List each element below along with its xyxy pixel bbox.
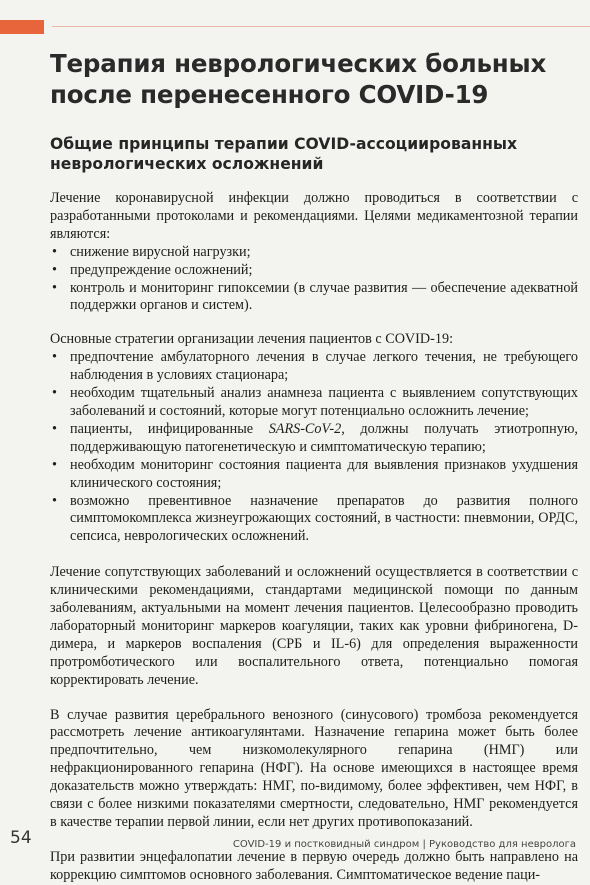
page-title: Терапия неврологических больных после перенесенного COVID-19 — [50, 49, 547, 109]
list-item: • снижение вирусной нагрузки; — [50, 244, 578, 262]
list-item: • пациенты, инфицированные SARS-CoV-2, должны получать этиотропную, поддерживающую патогенетическую и симптоматическую терапию; — [50, 421, 578, 457]
list-item: • предупреждение осложнений; — [50, 262, 578, 280]
header-rule — [52, 26, 590, 27]
thrombosis-paragraph: В случае развития церебрального венозного (синусового) тромбоза рекомендуется рассмотреть лечение антикоагулянтами. Назначение гепарина может быть более предпочтительно, чем низкомолекулярного гепарина (НМГ) или нефракционированного гепарина (НФГ). На основе имеющихся в настоящее время доказательств можно утверждать: НМГ, по-видимому, более эффективен, чем НФГ, в связи с более низкими показателями смертности, следовательно, НМГ рекомендуется в качестве терапии первой линии, если нет других противопоказаний. — [50, 706, 578, 830]
virus-name: SARS-CoV-2 — [268, 420, 342, 437]
list-item: • возможно превентивное назначение препаратов до развития полного симптомокомплекса жизнеугрожающих состояний, в частности: пневмонии, ОРДС, сепсиса, неврологических осложнений. — [50, 493, 578, 547]
strategies-list — [50, 349, 578, 546]
comorbid-paragraph: Лечение сопутствующих заболеваний и осложнений осуществляется в соответствии с клиническими рекомендациями, стандартами медицинской помощи по данным заболеваниям, актуальными на момент лечения пациентов. Целесообразно проводить лабораторный мониторинг маркеров коагуляции, таких как уровни фибриногена, D-димера, и маркеров воспаления (СРБ и IL-6) для определения выраженности протромботического или воспалительного ответа, потенциально помогая корректировать лечение. — [50, 564, 578, 688]
page-content — [50, 48, 578, 885]
list-item: • необходим мониторинг состояния пациента для выявления признаков ухудшения клинического состояния; — [50, 457, 578, 493]
encephalopathy-paragraph: При развитии энцефалопатии лечение в первую очередь должно быть направлено на коррекцию симптомов основного заболевания. Симптоматическое ведение паци- — [50, 848, 578, 883]
list-item: • контроль и мониторинг гипоксемии (в случае развития — обеспечение адекватной поддержки органов и систем). — [50, 280, 578, 316]
list-item: • предпочтение амбулаторного лечения в случае легкого течения, не требующего наблюдения в условиях стационара; — [50, 349, 578, 385]
intro-paragraph: Лечение коронавирусной инфекции должно проводиться в соответствии с разработанными протоколами и рекомендациями. Целями медикаментозной терапии являются: — [50, 190, 578, 242]
running-footer: COVID-19 и постковидный синдром | Руководство для невролога — [232, 839, 576, 850]
page-number: 54 — [10, 828, 32, 848]
strategies-intro: Основные стратегии организации лечения пациентов с COVID-19: — [50, 331, 454, 348]
header-accent-bar — [0, 20, 44, 34]
list-item: • необходим тщательный анализ анамнеза пациента с выявлением сопутствующих заболеваний и состояний, которые могут потенциально осложнить лечение; — [50, 385, 578, 421]
goals-list — [50, 244, 578, 316]
section-heading: Общие принципы терапии COVID-ассоциированных неврологических осложнений — [50, 135, 518, 173]
